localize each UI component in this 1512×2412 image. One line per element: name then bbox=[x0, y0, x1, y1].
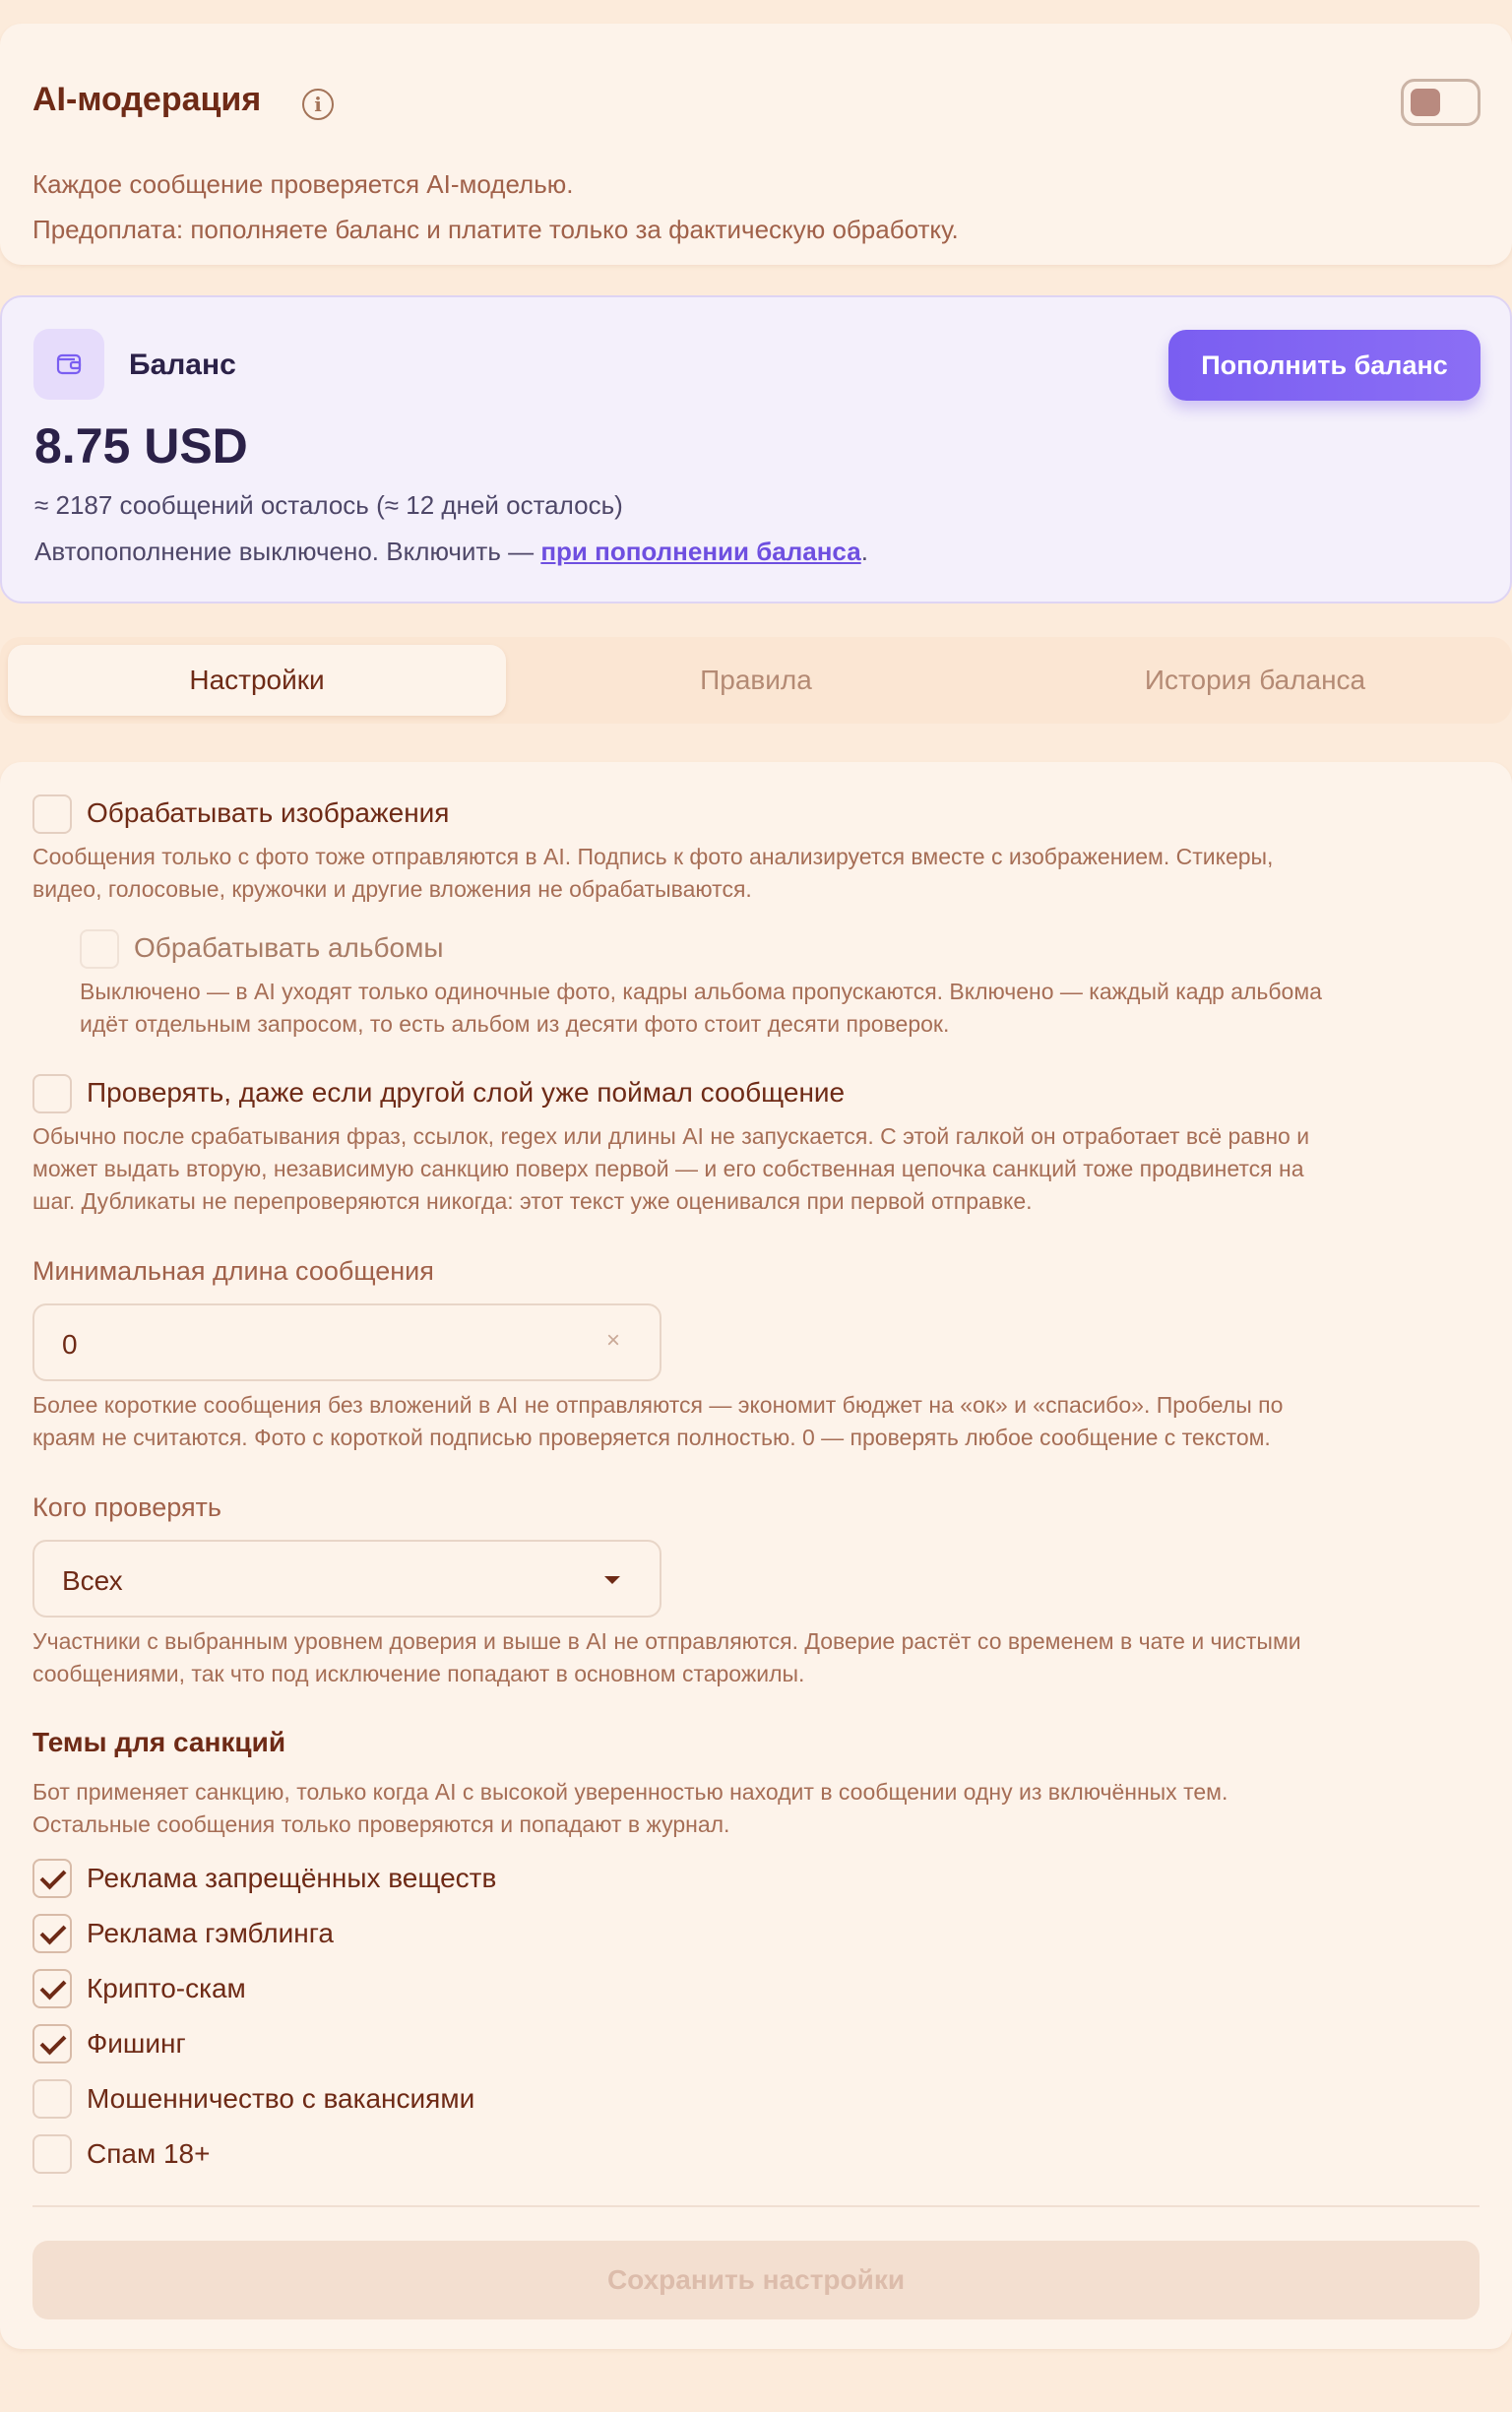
divider bbox=[32, 2205, 1480, 2207]
topic-job-fraud-label: Мошенничество с вакансиями bbox=[87, 2083, 475, 2114]
ai-moderation-toggle[interactable] bbox=[1401, 79, 1480, 126]
check-even-if-caught-hint-2: может выдать вторую, независимую санкцию поверх первой — и его собственная цепочка санкций тоже продвинется на bbox=[32, 1156, 1304, 1181]
tab-balance-history[interactable]: История баланса bbox=[1144, 665, 1366, 695]
topics-title: Темы для санкций bbox=[32, 1727, 286, 1757]
balance-amount: 8.75 USD bbox=[34, 418, 248, 474]
balance-remaining: ≈ 2187 сообщений осталось (≈ 12 дней осталось) bbox=[34, 490, 623, 520]
topic-gambling-checkbox[interactable] bbox=[32, 1914, 72, 1953]
autotopup-suffix: . bbox=[860, 537, 868, 566]
topics-hint-2: Остальные сообщения только проверяются и попадают в журнал. bbox=[32, 1811, 730, 1837]
clear-icon[interactable]: × bbox=[605, 1327, 620, 1354]
who-to-check-select[interactable] bbox=[32, 1540, 662, 1618]
topup-balance-button[interactable]: Пополнить баланс bbox=[1168, 330, 1480, 401]
who-to-check-hint-2: сообщениями, так что под исключение попадают в основном старожилы. bbox=[32, 1661, 805, 1686]
chevron-down-icon bbox=[604, 1576, 620, 1584]
min-length-input[interactable] bbox=[32, 1303, 662, 1381]
balance-label: Баланс bbox=[129, 349, 236, 381]
min-length-hint-2: краям не считаются. Фото с короткой подписью проверяется полностью. 0 — проверять любое сообщение с текстом. bbox=[32, 1425, 1271, 1450]
who-to-check-hint: Участники с выбранным уровнем доверия и выше в AI не отправляются. Доверие растёт со временем в чате и чистыми bbox=[32, 1628, 1301, 1654]
process-albums-label: Обрабатывать альбомы bbox=[134, 932, 444, 963]
page-title: AI-модерация bbox=[32, 81, 262, 118]
info-icon[interactable]: i bbox=[302, 89, 334, 120]
header-description: Каждое сообщение проверяется AI-моделью. bbox=[32, 169, 574, 199]
topic-crypto-scam-checkbox[interactable] bbox=[32, 1969, 72, 2008]
process-images-hint-2: видео, голосовые, кружочки и другие вложения не обрабатываются. bbox=[32, 876, 752, 902]
topic-crypto-scam-label: Крипто-скам bbox=[87, 1973, 246, 2003]
autotopup-status bbox=[34, 537, 868, 567]
settings-card bbox=[0, 762, 1512, 2349]
tab-bar bbox=[0, 637, 1512, 724]
process-images-label: Обрабатывать изображения bbox=[87, 797, 450, 828]
header-description-prepaid: Предоплата: пополняете баланс и платите только за фактическую обработку. bbox=[32, 215, 959, 244]
topic-adult-spam-label: Спам 18+ bbox=[87, 2138, 211, 2169]
process-albums-hint: Выключено — в AI уходят только одиночные фото, кадры альбома пропускаются. Включено — каждый кадр альбома bbox=[80, 979, 1322, 1004]
check-even-if-caught-checkbox[interactable] bbox=[32, 1074, 72, 1113]
topic-phishing-label: Фишинг bbox=[87, 2028, 186, 2059]
min-length-label: Минимальная длина сообщения bbox=[32, 1256, 434, 1286]
wallet-icon bbox=[33, 329, 104, 400]
process-albums-hint-2: идёт отдельным запросом, то есть альбом из десяти фото стоит десяти проверок. bbox=[80, 1011, 950, 1037]
topics-hint: Бот применяет санкцию, только когда AI с высокой уверенностью находит в сообщении одну из включённых тем. bbox=[32, 1779, 1228, 1805]
topic-gambling-label: Реклама гэмблинга bbox=[87, 1918, 334, 1948]
check-even-if-caught-label: Проверять, даже если другой слой уже поймал сообщение bbox=[87, 1077, 846, 1108]
autotopup-link[interactable]: при пополнении баланса bbox=[540, 537, 861, 566]
tab-rules[interactable]: Правила bbox=[700, 665, 812, 695]
check-even-if-caught-hint-3: шаг. Дубликаты не перепроверяются никогда: этот текст уже оценивался при первой отправке. bbox=[32, 1188, 1033, 1214]
who-to-check-value: Всех bbox=[62, 1565, 123, 1596]
topic-drugs-checkbox[interactable] bbox=[32, 1859, 72, 1898]
balance-card bbox=[0, 295, 1512, 603]
min-length-hint: Более короткие сообщения без вложений в AI не отправляются — экономит бюджет на «ок» и «спасибо». Пробелы по bbox=[32, 1392, 1284, 1418]
ai-moderation-header-card bbox=[0, 24, 1512, 265]
who-to-check-label: Кого проверять bbox=[32, 1492, 221, 1522]
process-albums-checkbox[interactable] bbox=[80, 929, 119, 969]
process-images-hint: Сообщения только с фото тоже отправляются в AI. Подпись к фото анализируется вместе с изображением. Стикеры, bbox=[32, 844, 1274, 869]
topic-job-fraud-checkbox[interactable] bbox=[32, 2079, 72, 2119]
toggle-knob bbox=[1411, 89, 1440, 116]
tab-settings[interactable]: Настройки bbox=[8, 645, 506, 716]
min-length-value: 0 bbox=[62, 1329, 78, 1360]
check-even-if-caught-hint: Обычно после срабатывания фраз, ссылок, regex или длины AI не запускается. С этой галкой он отработает всё равно и bbox=[32, 1123, 1310, 1149]
topic-phishing-checkbox[interactable] bbox=[32, 2024, 72, 2063]
process-images-checkbox[interactable] bbox=[32, 794, 72, 834]
topic-drugs-label: Реклама запрещённых веществ bbox=[87, 1863, 497, 1893]
topic-adult-spam-checkbox[interactable] bbox=[32, 2134, 72, 2174]
save-settings-button[interactable]: Сохранить настройки bbox=[32, 2241, 1480, 2319]
autotopup-text: Автопополнение выключено. Включить — bbox=[34, 537, 541, 566]
